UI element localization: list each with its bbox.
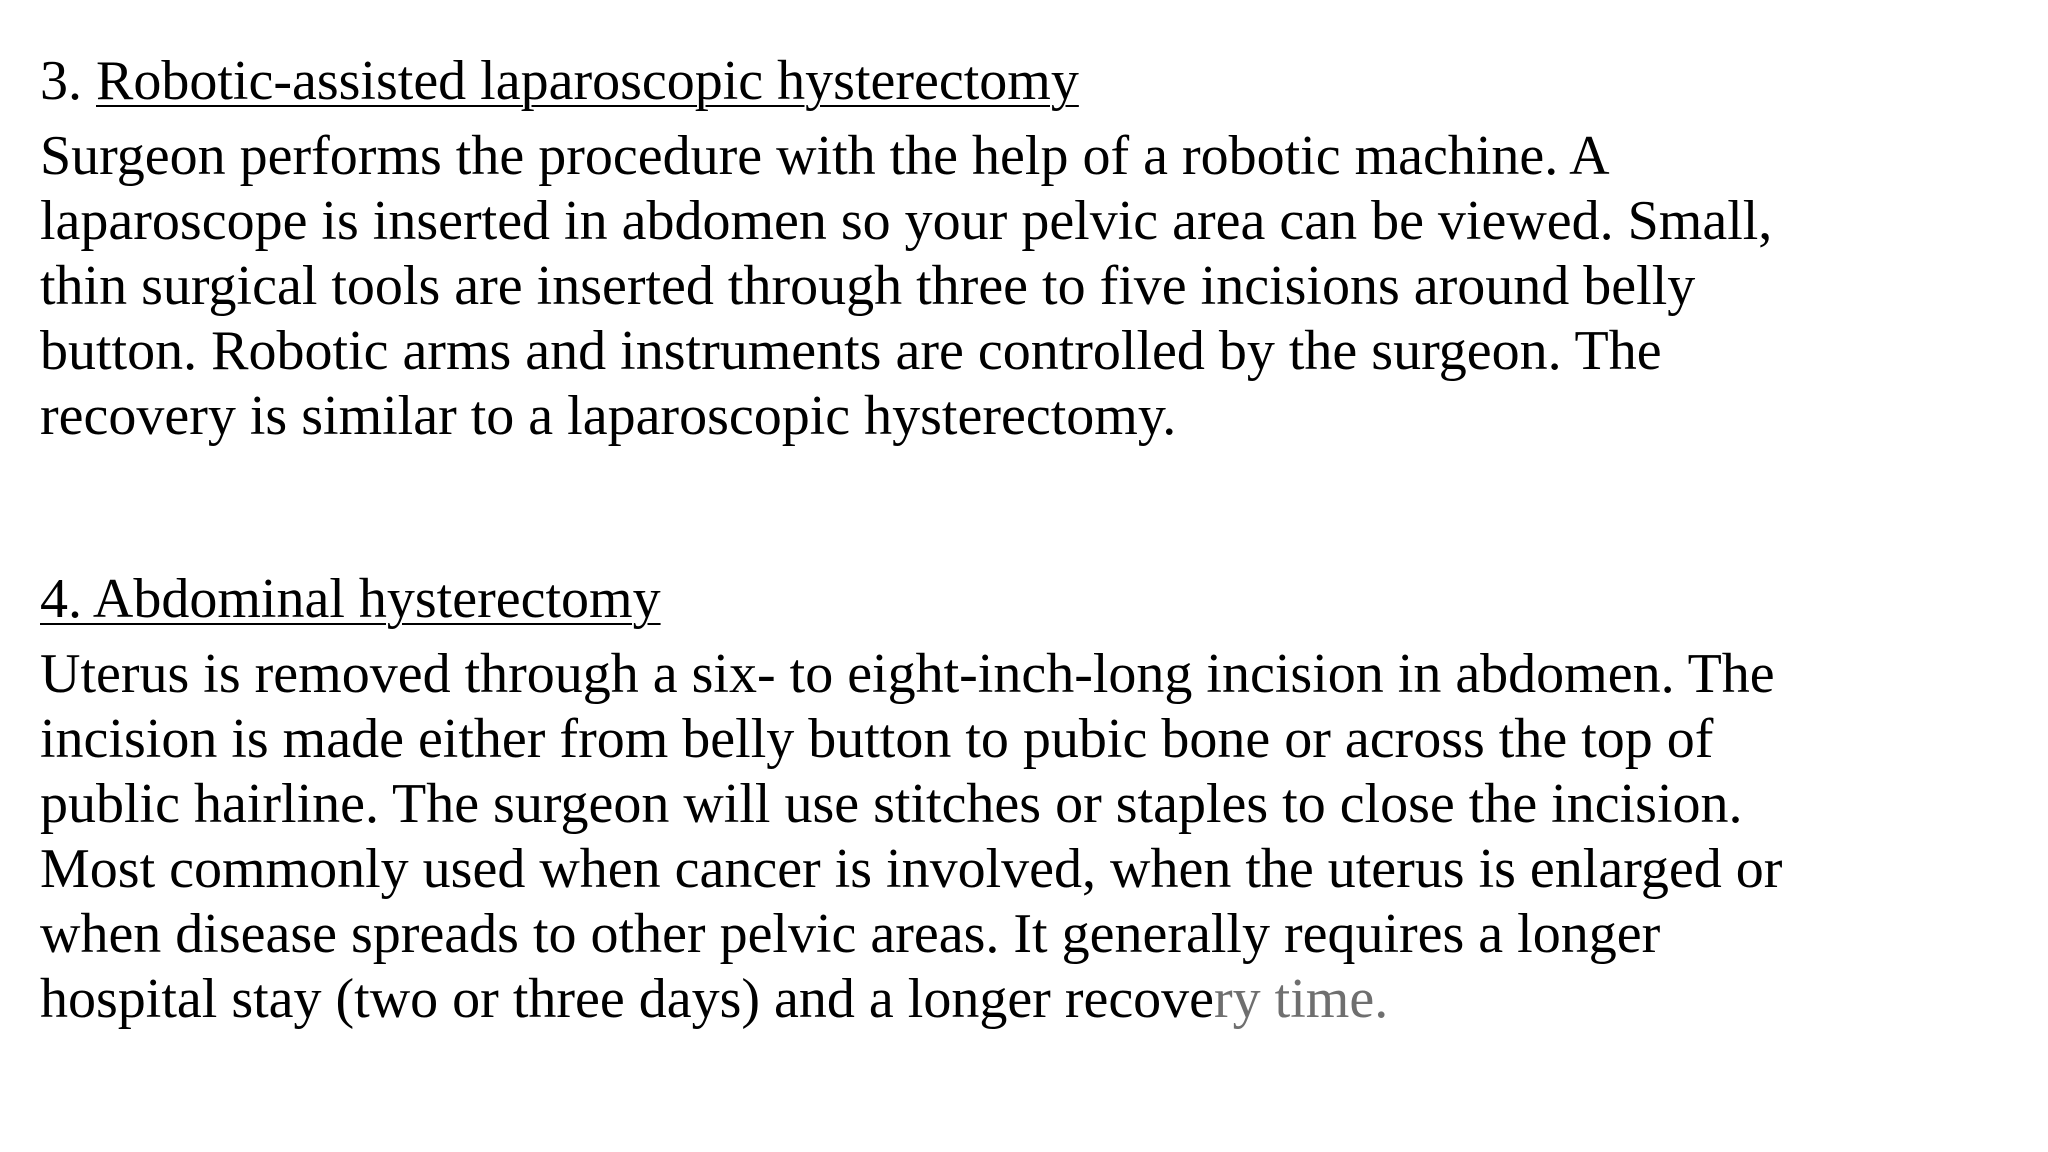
last-line-text: hospital stay (two or three days) and a longer recove (40, 968, 1215, 1030)
paragraph-line: thin surgical tools are inserted through three to five incisions around belly (40, 255, 1696, 317)
paragraph-line: when disease spreads to other pelvic areas. It generally requires a longer (40, 903, 1661, 965)
heading-title: 4. Abdominal hysterectomy (40, 568, 661, 630)
section-heading (40, 48, 2000, 114)
paragraph-line: laparoscope is inserted in abdomen so your pelvic area can be viewed. Small, (40, 190, 1773, 252)
paragraph-line: recovery is similar to a laparoscopic hysterectomy. (40, 385, 1177, 447)
paragraph-line: incision is made either from belly button to pubic bone or across the top of (40, 708, 1714, 770)
paragraph-line: button. Robotic arms and instruments are controlled by the surgeon. The (40, 320, 1662, 382)
paragraph-line: Most commonly used when cancer is involved, when the uterus is enlarged or (40, 838, 1783, 900)
paragraph-line-last (40, 967, 2000, 1032)
heading-number: 3. (40, 50, 96, 112)
last-line-faded-text: ry time. (1214, 968, 1389, 1030)
section-abdominal-hysterectomy (40, 566, 2000, 1032)
section-heading (40, 566, 2000, 632)
paragraph-line: Surgeon performs the procedure with the help of a robotic machine. A (40, 125, 1610, 187)
paragraph-line: public hairline. The surgeon will use stitches or staples to close the incision. (40, 773, 1743, 835)
heading-title: Robotic-assisted laparoscopic hysterectomy (96, 50, 1079, 112)
section-paragraph (40, 642, 2000, 1032)
section-robotic-hysterectomy (40, 48, 2000, 449)
paragraph-line: Uterus is removed through a six- to eight-inch-long incision in abdomen. The (40, 643, 1775, 705)
section-paragraph (40, 124, 2000, 449)
